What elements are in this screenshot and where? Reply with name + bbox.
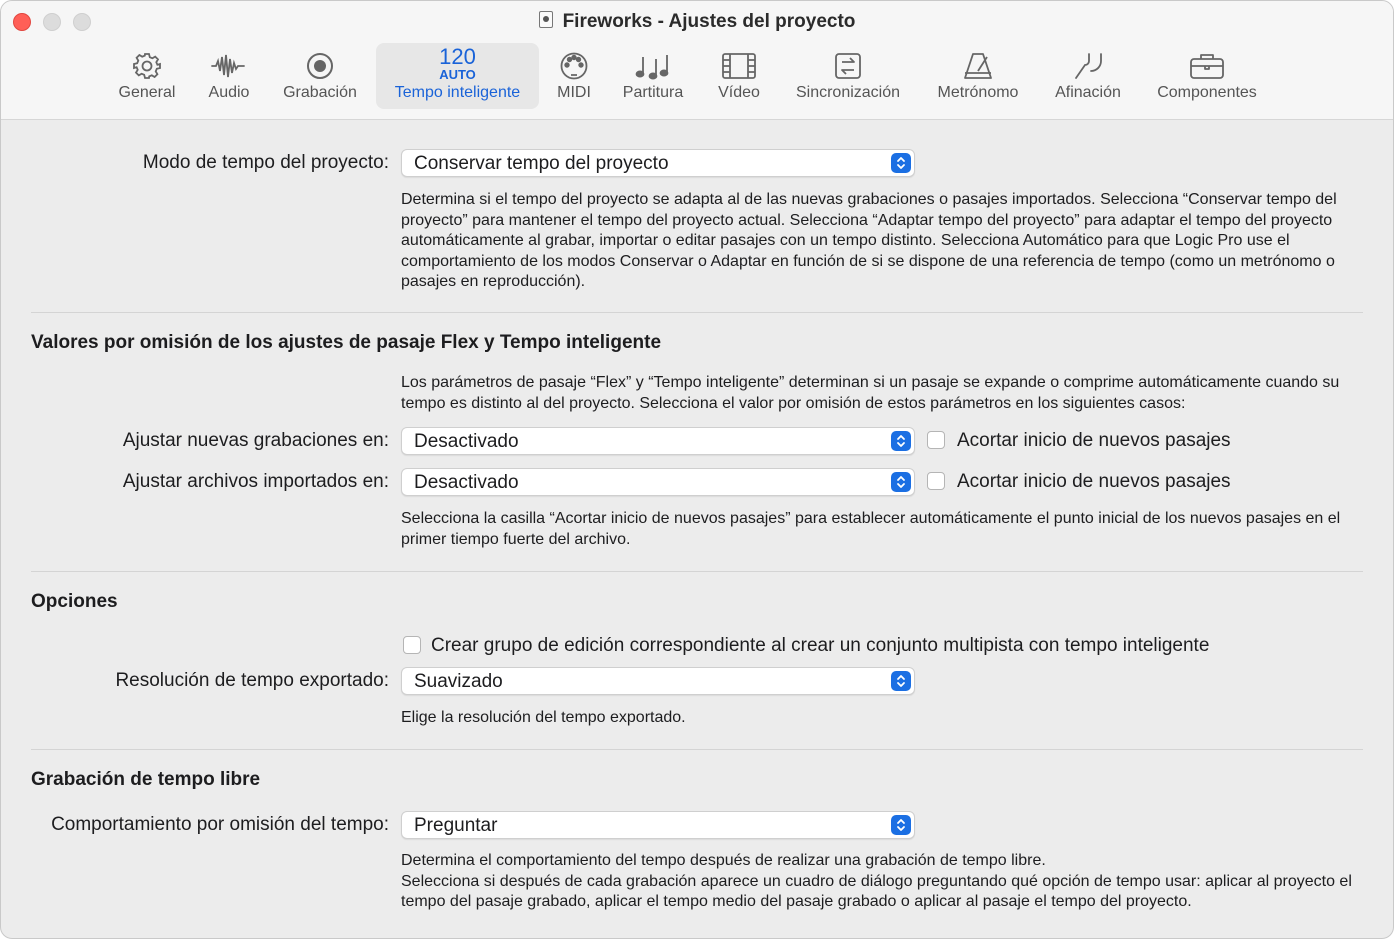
imported-files-label: Ajustar archivos importados en: [122,471,389,492]
tab-video[interactable]: Vídeo [711,43,767,109]
new-recordings-label: Ajustar nuevas grabaciones en: [122,430,389,451]
divider [31,571,1363,572]
export-resolution-popup[interactable]: Suavizado [401,667,915,695]
tempo-mode-popup[interactable]: Conservar tempo del proyecto [401,149,915,177]
chevron-updown-icon [891,671,911,691]
section-title-options: Opciones [31,591,118,612]
chevron-updown-icon [891,472,911,492]
record-icon [277,49,363,83]
trim-imported-files-checkbox[interactable] [927,472,945,490]
sync-icon [785,49,911,83]
titlebar-toolbar [1,1,1393,120]
tab-sync[interactable]: Sincronización [785,43,911,109]
tab-metronome[interactable]: Metrónomo [929,43,1027,109]
tab-midi[interactable]: MIDI [551,43,597,109]
export-resolution-label: Resolución de tempo exportado: [115,670,389,691]
trim-description: Selecciona la casilla “Acortar inicio de nuevos pasajes” para establecer automáticamente el punto inicial de los nuevos pasajes en el primer tiempo fuerte del archivo. [401,510,1341,548]
tab-audio[interactable]: Audio [199,43,259,109]
new-recordings-popup[interactable]: Desactivado [401,427,915,455]
window-title: Fireworks - Ajustes del proyecto [1,11,1393,33]
tempo-behavior-description: Determina el comportamiento del tempo después de realizar una grabación de tempo libre. Selecciona si después de cada grabación aparece un cuadro de diálogo preguntando qué opción de tempo usar: aplicar al proyecto el tempo del pasaje grabado, aplicar el tempo medio del pasaje grabado o aplicar al pasaje el tempo del proyecto. [401,852,1352,911]
tab-tuning[interactable]: Afinación [1045,43,1131,109]
flex-description: Los parámetros de pasaje “Flex” y “Tempo inteligente” determinan si un pasaje se expande o comprime automáticamente cuando su tempo es distinto al del proyecto. Selecciona el valor por omisión de estos parámetros en los siguientes casos: [401,374,1340,412]
tab-score[interactable]: Partitura [613,43,693,109]
tempo-mode-description: Determina si el tempo del proyecto se adapta al de las nuevas grabaciones o pasajes importados. Selecciona “Conservar tempo del proyecto” para mantener el tempo del proyecto actual. Selecciona “Adaptar tempo del proyecto” para adaptar el tempo del proyecto automáticamente al grabar, importar o editar pasajes con un tempo distinto. Selecciona Automático para que Logic Pro use el comportamiento de los modos Conservar o Adaptar en función de si se dispone de una referencia de tempo (como un metrónomo o pasajes en reproducción). [401,191,1337,291]
waveform-icon [199,49,259,83]
gear-icon [109,49,185,83]
tempo-mode-badge: AUTO [439,67,476,82]
trim-imported-files-label: Acortar inicio de nuevos pasajes [957,471,1231,492]
chevron-updown-icon [891,815,911,835]
tab-general[interactable]: General [109,43,185,109]
divider [31,312,1363,313]
metronome-icon [929,49,1027,83]
trim-new-recordings-label: Acortar inicio de nuevos pasajes [957,430,1231,451]
tempo-behavior-label: Comportamiento por omisión del tempo: [51,814,389,835]
export-resolution-description: Elige la resolución del tempo exportado. [401,709,686,726]
imported-files-popup[interactable]: Desactivado [401,468,915,496]
tempo-value: 120 [439,44,476,69]
settings-content [1,120,1393,938]
briefcase-icon [1147,49,1267,83]
edit-group-label: Crear grupo de edición correspondiente al crear un conjunto multipista con tempo inteligente [431,635,1210,656]
tuning-fork-icon [1045,49,1131,83]
tempo-mode-label: Modo de tempo del proyecto: [142,152,389,173]
tempo-behavior-popup[interactable]: Preguntar [401,811,915,839]
midi-port-icon [551,49,597,83]
edit-group-checkbox[interactable] [403,636,421,654]
film-icon [711,49,767,83]
section-title-flex: Valores por omisión de los ajustes de pasaje Flex y Tempo inteligente [31,332,662,353]
tab-smart-tempo[interactable]: 120 AUTO Tempo inteligente [376,43,539,109]
chevron-updown-icon [891,431,911,451]
trim-new-recordings-checkbox[interactable] [927,431,945,449]
music-notes-icon [613,49,693,83]
section-title-free-tempo: Grabación de tempo libre [31,769,261,790]
document-icon [539,11,553,28]
tab-components[interactable]: Componentes [1147,43,1267,109]
tab-recording[interactable]: Grabación [277,43,363,109]
divider [31,749,1363,750]
chevron-updown-icon [891,153,911,173]
